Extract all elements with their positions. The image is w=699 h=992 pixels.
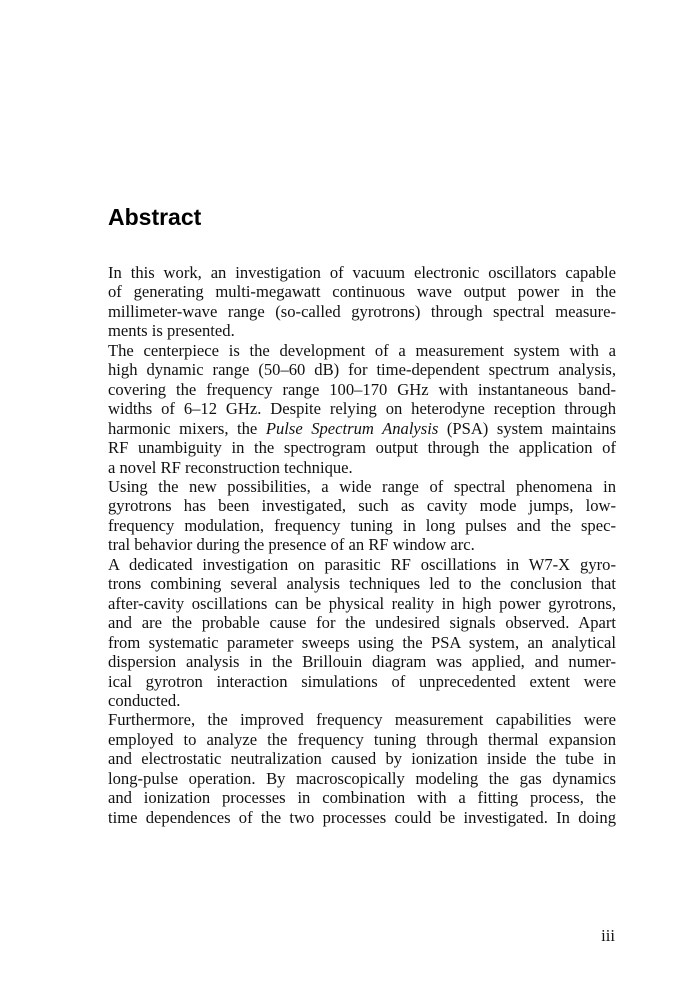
text-line: tral behavior during the presence of an RF window arc. <box>108 535 475 555</box>
text-line: widths of 6–12 GHz. Despite relying on heterodyne reception through <box>108 399 616 419</box>
text-line <box>108 419 616 438</box>
text-line: after-cavity oscillations can be physical reality in high power gyrotrons, <box>108 593 616 613</box>
text-line: high dynamic range (50–60 dB) for time-dependent spectrum analysis, <box>108 360 616 380</box>
text-line: Furthermore, the improved frequency measurement capabilities were <box>108 710 616 730</box>
text-line: millimeter-wave range (so-called gyrotrons) through spectral measure- <box>108 301 616 321</box>
text-line: conducted. <box>108 690 181 710</box>
text-line: of generating multi-megawatt continuous wave output power in the <box>108 282 616 302</box>
text-line: ments is presented. <box>108 321 235 341</box>
text-line: trons combining several analysis techniques led to the conclusion that <box>108 574 616 594</box>
text-line: from systematic parameter sweeps using the PSA system, an analytical <box>108 632 616 652</box>
text-line: and ionization processes in combination with a fitting process, the <box>108 788 616 808</box>
text-line: dispersion analysis in the Brillouin diagram was applied, and numer- <box>108 652 616 672</box>
text-line: employed to analyze the frequency tuning through thermal expansion <box>108 729 616 749</box>
text-line: covering the frequency range 100–170 GHz with instantaneous band- <box>108 379 616 399</box>
text-line: The centerpiece is the development of a measurement system with a <box>108 340 616 360</box>
text-line: a novel RF reconstruction technique. <box>108 457 353 477</box>
text-line: gyrotrons has been investigated, such as cavity mode jumps, low- <box>108 496 616 516</box>
emphasized-term: Pulse Spectrum Analysis <box>265 418 439 438</box>
section-heading: Abstract <box>108 204 202 230</box>
text-line: frequency modulation, frequency tuning in long pulses and the spec- <box>108 515 616 535</box>
abstract-body <box>108 263 616 827</box>
text-line: ical gyrotron interaction simulations of unprecedented extent were <box>108 671 616 691</box>
paragraph-3 <box>108 477 616 555</box>
text-line: and electrostatic neutralization caused by ionization inside the tube in <box>108 749 616 769</box>
paragraph-5 <box>108 710 616 827</box>
paragraph-1 <box>108 263 616 341</box>
text-line: A dedicated investigation on parasitic RF oscillations in W7-X gyro- <box>108 554 616 574</box>
text-line: and are the probable cause for the undesired signals observed. Apart <box>108 613 616 633</box>
text-segment: harmonic mixers, the <box>108 418 266 438</box>
text-line: RF unambiguity in the spectrogram output through the application of <box>108 438 616 458</box>
paragraph-2 <box>108 341 616 477</box>
text-line: time dependences of the two processes could be investigated. In doing <box>108 807 616 827</box>
text-line: long-pulse operation. By macroscopically modeling the gas dynamics <box>108 768 616 788</box>
paragraph-4 <box>108 555 616 711</box>
text-line: Using the new possibilities, a wide range of spectral phenomena in <box>108 476 616 496</box>
page-number: iii <box>601 926 615 945</box>
text-line: In this work, an investigation of vacuum electronic oscillators capable <box>108 263 616 282</box>
text-segment: (PSA) system maintains <box>438 418 616 438</box>
